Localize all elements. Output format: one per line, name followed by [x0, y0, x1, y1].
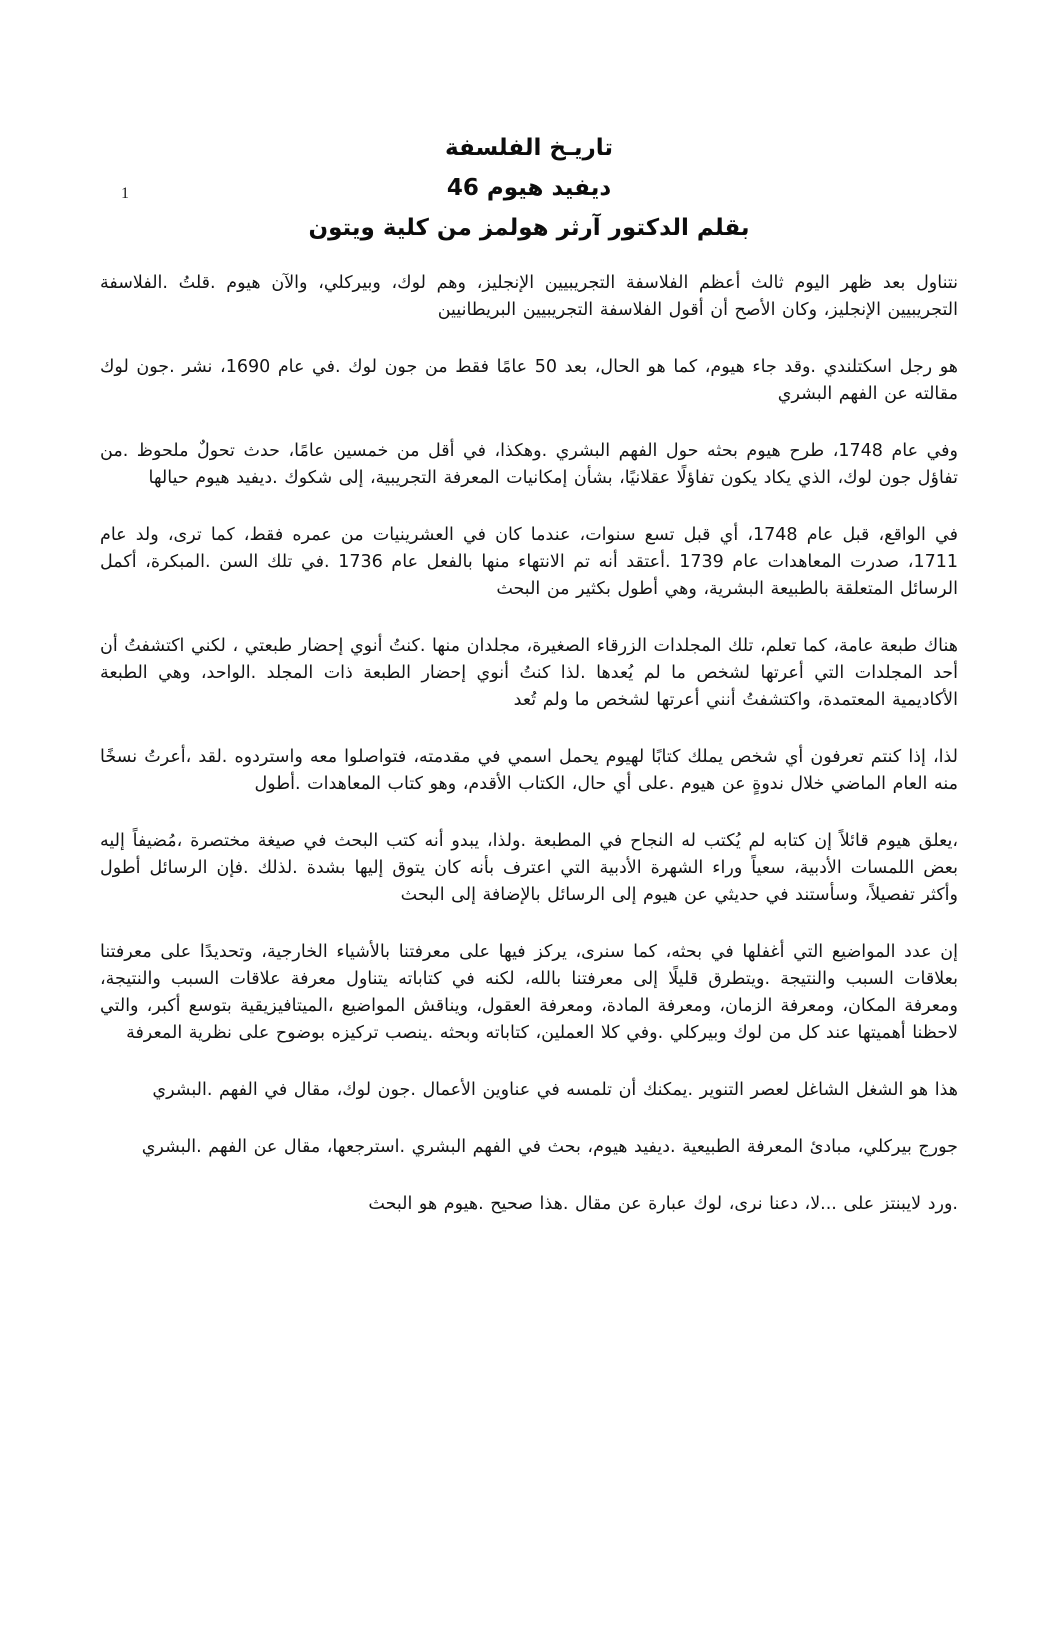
body-paragraph: جورج بيركلي، مبادئ المعرفة الطبيعية .ديفيد هيوم، بحث في الفهم البشري .استرجعها، مقال عن الفهم .البشري: [141, 1137, 958, 1157]
title-line-author: بقلم الدكتور آرثر هولمز من كلية ويتون: [308, 215, 750, 241]
body-paragraph: نتناول بعد ظهر اليوم ثالث أعظم الفلاسفة التجريبيين الإنجليز، وهم لوك، وبيركلي، والآن هيوم .قلتُ .الفلاسفة التجريبيين الإنجليز، وكان الأصح أن أقول الفلاسفة التجريبيين البريطانيين: [100, 273, 958, 320]
body-paragraph: لذا، إذا كنتم تعرفون أي شخص يملك كتابًا لهيوم يحمل اسمي في مقدمته، فتواصلوا معه واستردوه .لقد ،أعرتُ نسخًا منه العام الماضي خلال ندوةٍ عن هيوم .على أي حال، الكتاب الأقدم، وهو كتاب المعاهدات .أطول: [100, 747, 958, 794]
document-body: [100, 270, 958, 1218]
title-line-course: تاريـخ الفلسفة: [445, 135, 613, 161]
title-line-lecture: ديفيد هيوم 46: [446, 175, 612, 201]
body-paragraph: وفي عام 1748، طرح هيوم بحثه حول الفهم البشري .وهكذا، في أقل من خمسين عامًا، حدث تحولٌ ملحوظ .من تفاؤل جون لوك، الذي يكاد يكون تفاؤلًا عقلانيًا، بشأن إمكانيات المعرفة التجريبية، إلى شكوك .ديفيد هيوم حيالها: [100, 441, 958, 488]
document-page: [0, 128, 1058, 1625]
body-paragraph: هذا هو الشغل الشاغل لعصر التنوير .يمكنك أن تلمسه في عناوين الأعمال .جون لوك، مقال في الفهم .البشري: [152, 1080, 958, 1100]
document-title: [100, 128, 958, 248]
body-paragraph: في الواقع، قبل عام 1748، أي قبل تسع سنوات، عندما كان في العشرينيات من عمره فقط، كما ترى، ولد عام 1711، صدرت المعاهدات عام 1739 .أعتقد أنه تم الانتهاء منها بالفعل عام 1736 .في تلك السن .المبكرة، أكمل الرسائل المتعلقة بالطبيعة البشرية، وهي أطول بكثير من البحث: [100, 525, 958, 599]
body-paragraph: .ورد لايبنتز على ...لا، دعنا نرى، لوك عبارة عن مقال .هذا صحيح .هيوم هو البحث: [368, 1194, 958, 1214]
body-paragraph: هناك طبعة عامة، كما تعلم، تلك المجلدات الزرقاء الصغيرة، مجلدان منها .كنتُ أنوي إحضار طبعتي ، لكني اكتشفتُ أن أحد المجلدات التي أعرتها لشخص ما لم يُعدها .لذا كنتُ أنوي إحضار الطبعة ذات المجلد .الواحد، وهي الطبعة الأكاديمية المعتمدة، واكتشفتُ أنني أعرتها لشخص ما ولم تُعد: [100, 636, 958, 710]
page-number: 1: [121, 185, 129, 202]
body-paragraph: إن عدد المواضيع التي أغفلها في بحثه، كما سنرى، يركز فيها على معرفتنا بالأشياء الخارجية، وتحديدًا على معرفتنا بعلاقات السبب والنتيجة .ويتطرق قليلًا إلى معرفتنا بالله، لكنه في كتاباته يتناول معرفة علاقات السبب والنتيجة، ومعرفة المكان، ومعرفة الزمان، ومعرفة المادة، ومعرفة العقول، ويناقش المواضيع ،الميتافيزيقية بتوسع أكبر، والتي لاحظنا أهميتها عند كل من لوك وبيركلي .وفي كلا العملين، كتاباته وبحثه .ينصب تركيزه بوضوح على نظرية المعرفة: [100, 942, 958, 1043]
body-paragraph: ،يعلق هيوم قائلاً إن كتابه لم يُكتب له النجاح في المطبعة .ولذا، يبدو أنه كتب البحث في صيغة مختصرة ،مُضيفاً إليه بعض اللمسات الأدبية، سعياً وراء الشهرة الأدبية التي اعترف بأنه كان يتوق إليها بشدة .لذلك .فإن الرسائل أطول وأكثر تفصيلاً، وسأستند في حديثي عن هيوم إلى الرسائل بالإضافة إلى البحث: [100, 831, 958, 905]
body-paragraph: هو رجل اسكتلندي .وقد جاء هيوم، كما هو الحال، بعد 50 عامًا فقط من جون لوك .في عام 1690، نشر .جون لوك مقالته عن الفهم البشري: [100, 357, 959, 404]
